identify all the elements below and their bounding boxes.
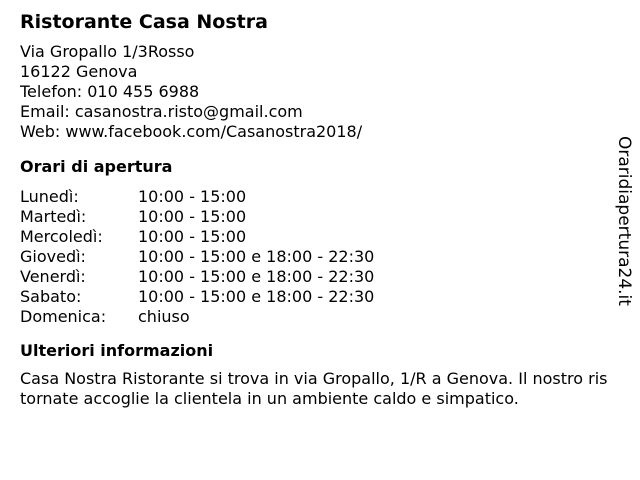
time-value: 10:00 - 15:00	[138, 207, 247, 226]
hours-row	[20, 307, 610, 327]
day-label: Martedì:	[20, 207, 87, 226]
day-label: Giovedì:	[20, 247, 86, 266]
hours-row	[20, 187, 610, 207]
hours-row	[20, 267, 610, 287]
day-label: Mercoledì:	[20, 227, 103, 246]
address-street: Via Gropallo 1/3Rosso	[20, 42, 195, 61]
email-text: Email: casanostra.risto@gmail.com	[20, 102, 303, 121]
hours-row	[20, 247, 610, 267]
website-text: Web: www.facebook.com/Casanostra2018/	[20, 122, 363, 141]
time-value: 10:00 - 15:00 e 18:00 - 22:30	[138, 247, 375, 266]
contact-block	[20, 42, 610, 142]
time-value: 10:00 - 15:00	[138, 187, 247, 206]
time-value: 10:00 - 15:00 e 18:00 - 22:30	[138, 267, 375, 286]
info-heading: Ulteriori informazioni	[20, 341, 214, 360]
day-label: Sabato:	[20, 287, 82, 306]
phone-text: Telefon: 010 455 6988	[20, 82, 200, 101]
side-brand-watermark: Oraridiapertura24.it	[614, 136, 634, 306]
hours-row	[20, 287, 610, 307]
time-value: 10:00 - 15:00 e 18:00 - 22:30	[138, 287, 375, 306]
hours-heading: Orari di apertura	[20, 157, 173, 176]
day-label: Domenica:	[20, 307, 107, 326]
time-value: 10:00 - 15:00	[138, 227, 247, 246]
hours-table	[20, 187, 610, 327]
day-label: Lunedì:	[20, 187, 79, 206]
restaurant-card	[20, 10, 610, 409]
info-description: Casa Nostra Ristorante si trova in via Gropallo, 1/R a Genova. Il nostro ristornate accoglie la clientela in un ambiente caldo e simpatico.	[20, 369, 608, 408]
hours-row	[20, 227, 610, 247]
restaurant-name: Ristorante Casa Nostra	[20, 11, 268, 33]
time-value: chiuso	[138, 307, 190, 326]
day-label: Venerdì:	[20, 267, 86, 286]
address-city: 16122 Genova	[20, 62, 138, 81]
hours-row	[20, 207, 610, 227]
